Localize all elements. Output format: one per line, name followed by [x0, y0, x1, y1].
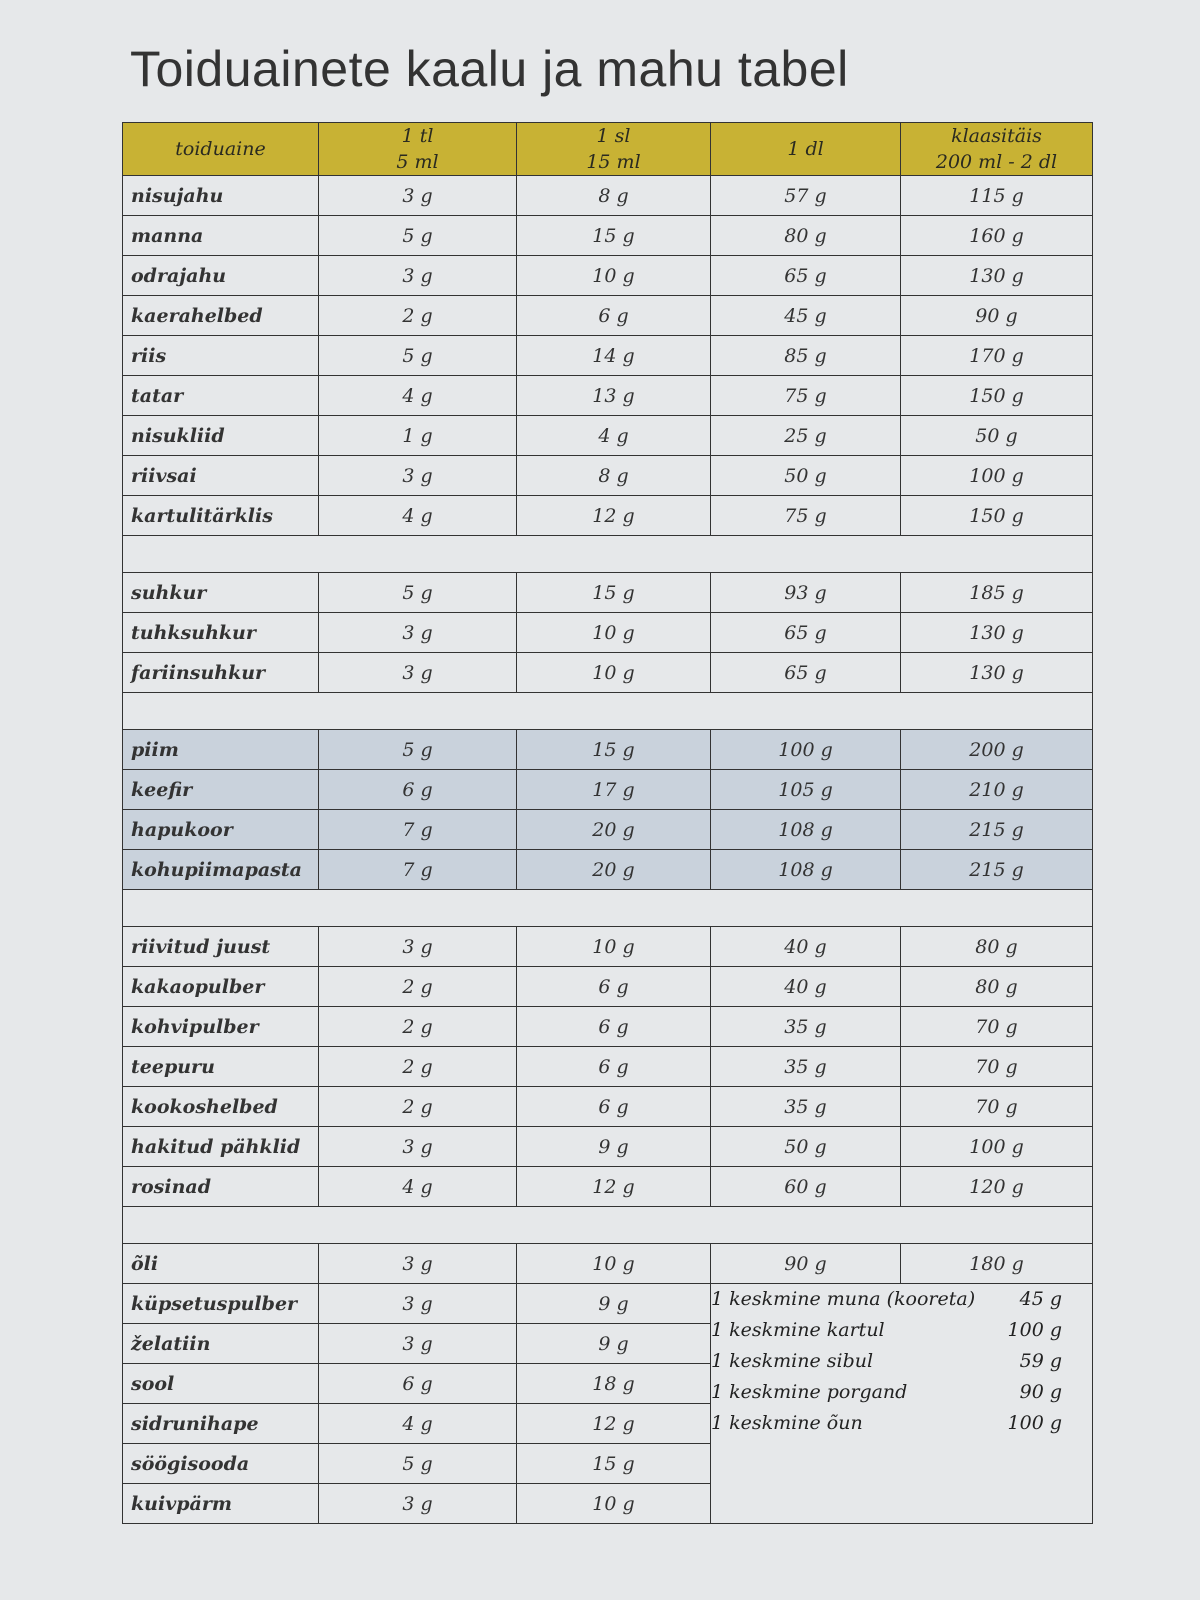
measure-value: 5 g: [319, 1444, 517, 1484]
measure-value: 150 g: [901, 376, 1093, 416]
measure-value: 4 g: [517, 416, 711, 456]
measure-value: 3 g: [319, 256, 517, 296]
measure-value: 180 g: [901, 1244, 1093, 1284]
ingredient-name: tuhksuhkur: [123, 613, 319, 653]
ingredient-name: hapukoor: [123, 810, 319, 850]
measure-value: 85 g: [711, 336, 901, 376]
average-weight-item: [711, 1315, 1092, 1346]
ingredient-name: riis: [123, 336, 319, 376]
average-weight-item: [711, 1408, 1092, 1439]
measure-value: 57 g: [711, 176, 901, 216]
ingredient-name: nisujahu: [123, 176, 319, 216]
measure-value: 90 g: [901, 296, 1093, 336]
table-row: [123, 1127, 1093, 1167]
measure-value: 3 g: [319, 613, 517, 653]
measure-value: 4 g: [319, 1404, 517, 1444]
ingredient-name: keefir: [123, 770, 319, 810]
measure-value: 12 g: [517, 1404, 711, 1444]
measure-value: 35 g: [711, 1007, 901, 1047]
measure-value: 130 g: [901, 653, 1093, 693]
measure-value: 8 g: [517, 456, 711, 496]
table-row: [123, 1167, 1093, 1207]
average-weight-item: [711, 1284, 1092, 1315]
measure-value: 40 g: [711, 967, 901, 1007]
measure-value: 70 g: [901, 1047, 1093, 1087]
measure-value: 6 g: [517, 967, 711, 1007]
measure-value: 20 g: [517, 810, 711, 850]
measure-value: 160 g: [901, 216, 1093, 256]
measure-value: 100 g: [711, 730, 901, 770]
measure-value: 10 g: [517, 256, 711, 296]
group-separator: [123, 693, 1093, 730]
measure-value: 5 g: [319, 336, 517, 376]
table-row: [123, 967, 1093, 1007]
measure-value: 20 g: [517, 850, 711, 890]
group-separator: [123, 1207, 1093, 1244]
measure-value: 2 g: [319, 1007, 517, 1047]
separator-cell: [123, 693, 1093, 730]
measure-value: 6 g: [319, 770, 517, 810]
measure-value: 100 g: [901, 1127, 1093, 1167]
measure-value: 10 g: [517, 613, 711, 653]
ingredient-name: kakaopulber: [123, 967, 319, 1007]
ingredient-name: kartulitärklis: [123, 496, 319, 536]
measure-value: 108 g: [711, 850, 901, 890]
measure-value: 70 g: [901, 1087, 1093, 1127]
header-ingredient: toiduaine: [123, 123, 319, 176]
measure-value: 3 g: [319, 1244, 517, 1284]
ingredient-name: kohvipulber: [123, 1007, 319, 1047]
average-weight-value: 59 g: [1019, 1350, 1062, 1372]
table-row: [123, 376, 1093, 416]
ingredient-name: teepuru: [123, 1047, 319, 1087]
table-row: [123, 336, 1093, 376]
measure-value: 170 g: [901, 336, 1093, 376]
measure-value: 130 g: [901, 256, 1093, 296]
measure-value: 80 g: [711, 216, 901, 256]
average-weight-value: 100 g: [1007, 1319, 1062, 1341]
average-weight-label: 1 keskmine kartul: [711, 1319, 885, 1341]
measure-value: 15 g: [517, 1444, 711, 1484]
ingredient-name: sidrunihape: [123, 1404, 319, 1444]
ingredient-name: suhkur: [123, 573, 319, 613]
ingredient-name: küpsetuspulber: [123, 1284, 319, 1324]
measure-value: 8 g: [517, 176, 711, 216]
measure-value: 100 g: [901, 456, 1093, 496]
measure-value: 215 g: [901, 810, 1093, 850]
measure-value: 3 g: [319, 653, 517, 693]
table-row: [123, 653, 1093, 693]
measure-value: 10 g: [517, 1244, 711, 1284]
separator-cell: [123, 1207, 1093, 1244]
table-body: [123, 176, 1093, 1524]
table-row: [123, 1087, 1093, 1127]
measure-value: 35 g: [711, 1087, 901, 1127]
ingredient-name: nisukliid: [123, 416, 319, 456]
measure-value: 120 g: [901, 1167, 1093, 1207]
group-separator: [123, 890, 1093, 927]
measure-value: 9 g: [517, 1127, 711, 1167]
average-weight-label: 1 keskmine porgand: [711, 1381, 908, 1403]
ingredient-name: odrajahu: [123, 256, 319, 296]
measure-value: 80 g: [901, 927, 1093, 967]
ingredient-name: rosinad: [123, 1167, 319, 1207]
measure-value: 1 g: [319, 416, 517, 456]
table-row: [123, 770, 1093, 810]
measure-value: 3 g: [319, 1284, 517, 1324]
measure-value: 4 g: [319, 496, 517, 536]
table-row: [123, 176, 1093, 216]
average-weight-label: 1 keskmine sibul: [711, 1350, 874, 1372]
measure-value: 12 g: [517, 496, 711, 536]
table-row: [123, 850, 1093, 890]
measure-value: 5 g: [319, 573, 517, 613]
measure-value: 3 g: [319, 1324, 517, 1364]
table-row: [123, 416, 1093, 456]
average-weight-value: 90 g: [1019, 1381, 1062, 1403]
measure-value: 9 g: [517, 1324, 711, 1364]
header-teaspoon: 1 tl 5 ml: [319, 123, 517, 176]
measure-value: 6 g: [517, 1087, 711, 1127]
measure-value: 15 g: [517, 730, 711, 770]
measure-value: 2 g: [319, 1087, 517, 1127]
ingredient-name: fariinsuhkur: [123, 653, 319, 693]
table-row: [123, 1007, 1093, 1047]
average-weight-label: 1 keskmine õun: [711, 1412, 863, 1434]
measure-value: 4 g: [319, 376, 517, 416]
table-row: [123, 1047, 1093, 1087]
measure-value: 93 g: [711, 573, 901, 613]
ingredient-name: kookoshelbed: [123, 1087, 319, 1127]
measure-value: 25 g: [711, 416, 901, 456]
table-row: [123, 1244, 1093, 1284]
measure-value: 6 g: [319, 1364, 517, 1404]
measure-value: 130 g: [901, 613, 1093, 653]
table-row: [123, 810, 1093, 850]
ingredient-table: [122, 122, 1093, 1524]
table-row: [123, 456, 1093, 496]
ingredient-name: õli: [123, 1244, 319, 1284]
header-tablespoon: 1 sl 15 ml: [517, 123, 711, 176]
measure-value: 150 g: [901, 496, 1093, 536]
measure-value: 3 g: [319, 176, 517, 216]
measure-value: 17 g: [517, 770, 711, 810]
measure-value: 90 g: [711, 1244, 901, 1284]
measure-value: 14 g: [517, 336, 711, 376]
ingredient-name: kaerahelbed: [123, 296, 319, 336]
measure-value: 2 g: [319, 1047, 517, 1087]
ingredient-name: riivitud juust: [123, 927, 319, 967]
measure-value: 70 g: [901, 1007, 1093, 1047]
measure-value: 3 g: [319, 927, 517, 967]
measure-value: 65 g: [711, 256, 901, 296]
measure-value: 7 g: [319, 810, 517, 850]
ingredient-name: manna: [123, 216, 319, 256]
measure-value: 12 g: [517, 1167, 711, 1207]
measure-value: 65 g: [711, 613, 901, 653]
measure-value: 3 g: [319, 1127, 517, 1167]
average-weight-item: [711, 1377, 1092, 1408]
measure-value: 6 g: [517, 1007, 711, 1047]
ingredient-name: tatar: [123, 376, 319, 416]
average-weights-box: [711, 1284, 1093, 1524]
group-separator: [123, 536, 1093, 573]
ingredient-name: želatiin: [123, 1324, 319, 1364]
measure-value: 75 g: [711, 376, 901, 416]
measure-value: 60 g: [711, 1167, 901, 1207]
measure-value: 13 g: [517, 376, 711, 416]
measure-value: 108 g: [711, 810, 901, 850]
ingredient-name: söögisooda: [123, 1444, 319, 1484]
ingredient-name: kuivpärm: [123, 1484, 319, 1524]
average-weight-value: 45 g: [1019, 1288, 1062, 1310]
table-row: [123, 573, 1093, 613]
average-weight-value: 100 g: [1007, 1412, 1062, 1434]
measure-value: 50 g: [711, 456, 901, 496]
measure-value: 40 g: [711, 927, 901, 967]
measure-value: 75 g: [711, 496, 901, 536]
measure-value: 200 g: [901, 730, 1093, 770]
measure-value: 15 g: [517, 573, 711, 613]
average-weight-label: 1 keskmine muna (kooreta): [711, 1288, 976, 1310]
table-row: [123, 296, 1093, 336]
measure-value: 10 g: [517, 653, 711, 693]
ingredient-name: kohupiimapasta: [123, 850, 319, 890]
measure-value: 3 g: [319, 1484, 517, 1524]
table-header-row: [123, 123, 1093, 176]
measure-value: 35 g: [711, 1047, 901, 1087]
separator-cell: [123, 890, 1093, 927]
table-row: [123, 216, 1093, 256]
measure-value: 215 g: [901, 850, 1093, 890]
measure-value: 10 g: [517, 927, 711, 967]
header-glass: klaasitäis 200 ml - 2 dl: [901, 123, 1093, 176]
page-title: Toiduainete kaalu ja mahu tabel: [130, 41, 849, 97]
measure-value: 4 g: [319, 1167, 517, 1207]
measure-value: 7 g: [319, 850, 517, 890]
measure-value: 115 g: [901, 176, 1093, 216]
ingredient-name: riivsai: [123, 456, 319, 496]
measure-value: 2 g: [319, 967, 517, 1007]
measure-value: 65 g: [711, 653, 901, 693]
measure-value: 6 g: [517, 1047, 711, 1087]
ingredient-name: sool: [123, 1364, 319, 1404]
table-row: [123, 496, 1093, 536]
measure-value: 45 g: [711, 296, 901, 336]
average-weight-item: [711, 1346, 1092, 1377]
table-row: [123, 613, 1093, 653]
measure-value: 9 g: [517, 1284, 711, 1324]
measure-value: 50 g: [711, 1127, 901, 1167]
ingredient-name: piim: [123, 730, 319, 770]
ingredient-name: hakitud pähklid: [123, 1127, 319, 1167]
measure-value: 15 g: [517, 216, 711, 256]
measure-value: 5 g: [319, 216, 517, 256]
measure-value: 80 g: [901, 967, 1093, 1007]
measure-value: 18 g: [517, 1364, 711, 1404]
table-row: [123, 256, 1093, 296]
table-row: [123, 927, 1093, 967]
measure-value: 50 g: [901, 416, 1093, 456]
table-row: [123, 730, 1093, 770]
measure-value: 10 g: [517, 1484, 711, 1524]
measure-value: 6 g: [517, 296, 711, 336]
header-deciliter: 1 dl: [711, 123, 901, 176]
measure-value: 185 g: [901, 573, 1093, 613]
measure-value: 210 g: [901, 770, 1093, 810]
measure-value: 5 g: [319, 730, 517, 770]
measure-value: 105 g: [711, 770, 901, 810]
separator-cell: [123, 536, 1093, 573]
measure-value: 2 g: [319, 296, 517, 336]
table-row: [123, 1284, 1093, 1324]
measure-value: 3 g: [319, 456, 517, 496]
